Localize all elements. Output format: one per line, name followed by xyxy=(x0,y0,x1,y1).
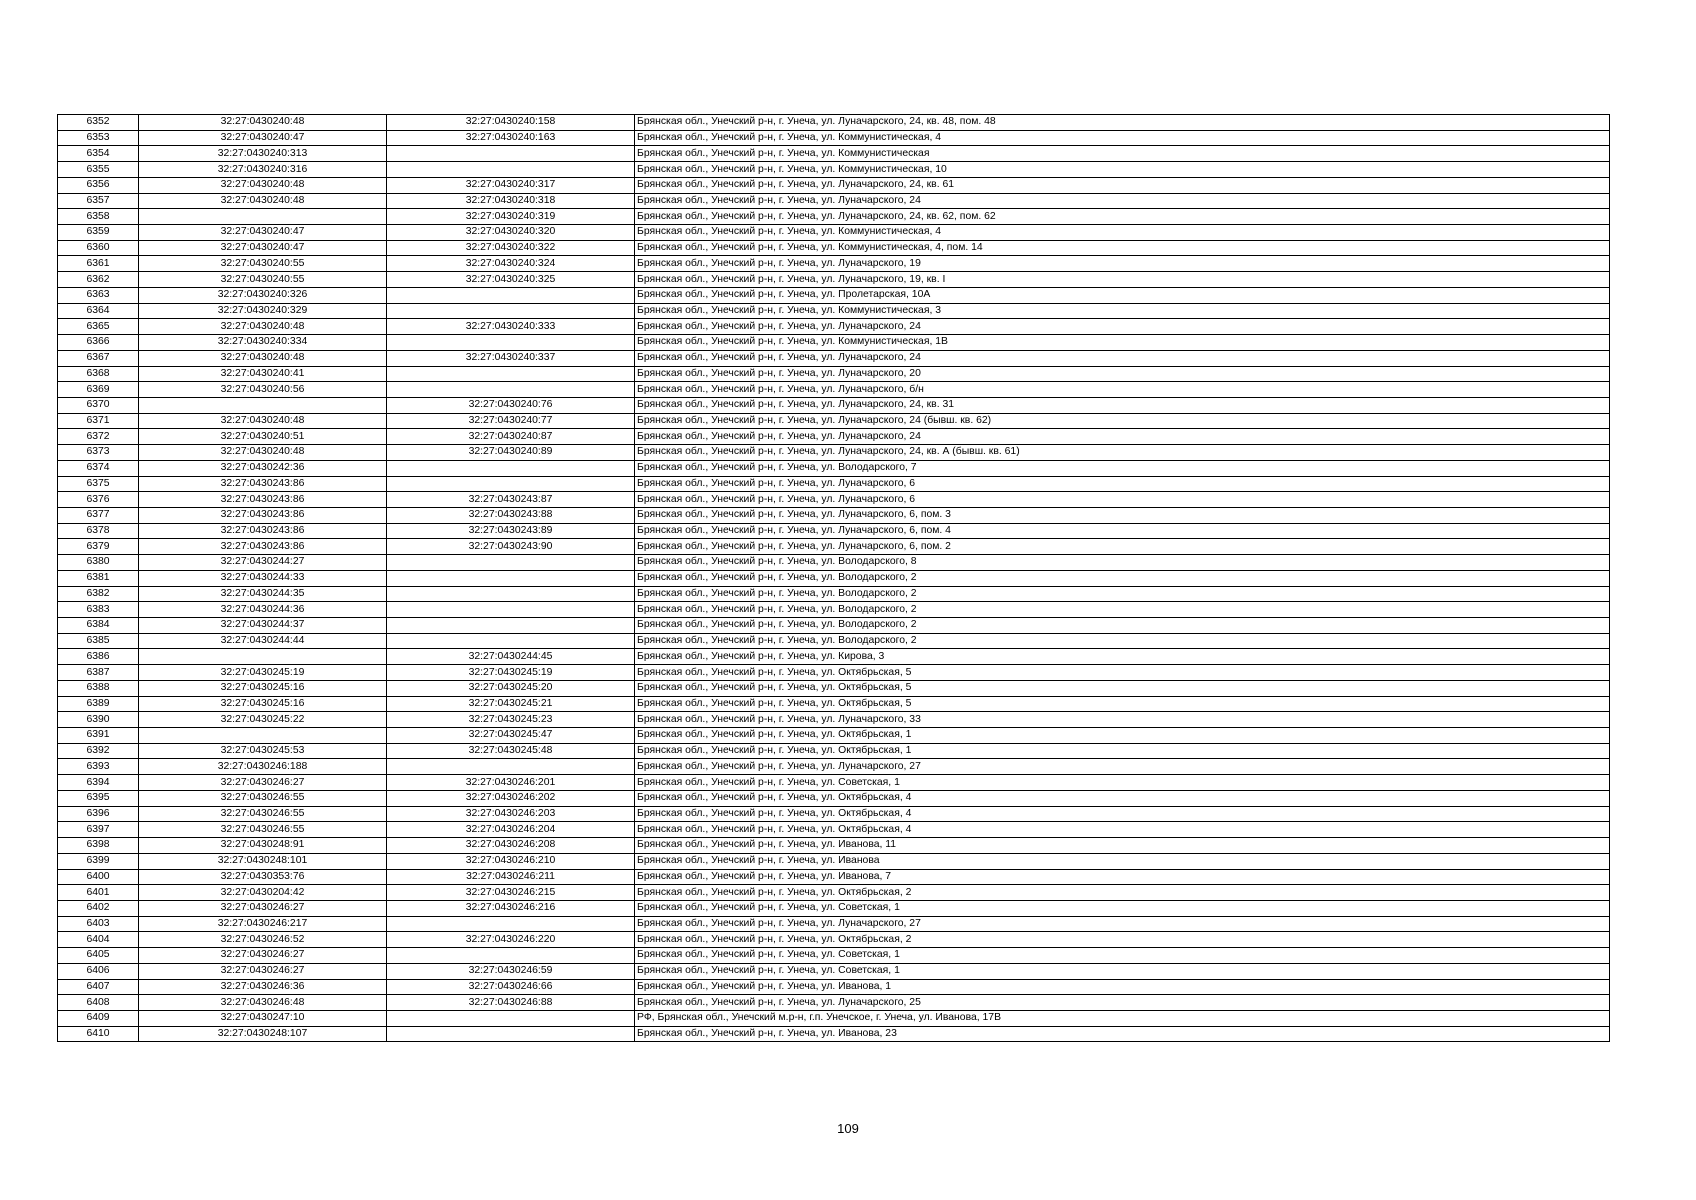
object-cadastral-number-cell: 32:27:0430246:203 xyxy=(387,806,635,822)
row-number-cell: 6410 xyxy=(58,1026,139,1042)
table-row xyxy=(58,743,1610,759)
table-row xyxy=(58,790,1610,806)
land-cadastral-number-cell: 32:27:0430244:33 xyxy=(139,570,387,586)
address-cell: Брянская обл., Унечский р-н, г. Унеча, ул. Иванова, 1 xyxy=(635,979,1610,995)
object-cadastral-number-cell: 32:27:0430246:66 xyxy=(387,979,635,995)
row-number-cell: 6381 xyxy=(58,570,139,586)
object-cadastral-number-cell xyxy=(387,948,635,964)
row-number-cell: 6375 xyxy=(58,476,139,492)
object-cadastral-number-cell: 32:27:0430240:337 xyxy=(387,350,635,366)
land-cadastral-number-cell: 32:27:0430243:86 xyxy=(139,492,387,508)
table-row xyxy=(58,806,1610,822)
table-row xyxy=(58,728,1610,744)
object-cadastral-number-cell xyxy=(387,382,635,398)
land-cadastral-number-cell: 32:27:0430240:51 xyxy=(139,429,387,445)
object-cadastral-number-cell xyxy=(387,555,635,571)
land-cadastral-number-cell: 32:27:0430245:19 xyxy=(139,665,387,681)
table-row xyxy=(58,382,1610,398)
table-row xyxy=(58,633,1610,649)
land-cadastral-number-cell: 32:27:0430245:16 xyxy=(139,680,387,696)
object-cadastral-number-cell xyxy=(387,1026,635,1042)
address-cell: Брянская обл., Унечский р-н, г. Унеча, ул. Иванова, 7 xyxy=(635,869,1610,885)
address-cell: Брянская обл., Унечский р-н, г. Унеча, ул. Советская, 1 xyxy=(635,963,1610,979)
land-cadastral-number-cell: 32:27:0430240:326 xyxy=(139,287,387,303)
object-cadastral-number-cell: 32:27:0430240:87 xyxy=(387,429,635,445)
object-cadastral-number-cell xyxy=(387,476,635,492)
row-number-cell: 6383 xyxy=(58,602,139,618)
row-number-cell: 6405 xyxy=(58,948,139,964)
table-row xyxy=(58,319,1610,335)
address-cell: Брянская обл., Унечский р-н, г. Унеча, ул. Луначарского, 24, кв. 48, пом. 48 xyxy=(635,115,1610,131)
row-number-cell: 6363 xyxy=(58,287,139,303)
address-cell: Брянская обл., Унечский р-н, г. Унеча, ул. Октябрьская, 5 xyxy=(635,696,1610,712)
table-row xyxy=(58,130,1610,146)
land-cadastral-number-cell: 32:27:0430240:47 xyxy=(139,225,387,241)
table-row xyxy=(58,759,1610,775)
table-row xyxy=(58,272,1610,288)
row-number-cell: 6389 xyxy=(58,696,139,712)
row-number-cell: 6353 xyxy=(58,130,139,146)
object-cadastral-number-cell: 32:27:0430246:201 xyxy=(387,775,635,791)
table-row xyxy=(58,555,1610,571)
address-cell: Брянская обл., Унечский р-н, г. Унеча, ул. Луначарского, 24 xyxy=(635,319,1610,335)
row-number-cell: 6398 xyxy=(58,838,139,854)
address-cell: Брянская обл., Унечский р-н, г. Унеча, ул. Луначарского, 24 xyxy=(635,193,1610,209)
address-cell: Брянская обл., Унечский р-н, г. Унеча, ул. Коммунистическая, 3 xyxy=(635,303,1610,319)
land-cadastral-number-cell: 32:27:0430248:101 xyxy=(139,853,387,869)
address-cell: Брянская обл., Унечский р-н, г. Унеча, ул. Луначарского, 33 xyxy=(635,712,1610,728)
address-cell: Брянская обл., Унечский р-н, г. Унеча, ул. Луначарского, 6 xyxy=(635,476,1610,492)
table-row xyxy=(58,712,1610,728)
object-cadastral-number-cell: 32:27:0430240:325 xyxy=(387,272,635,288)
address-cell: Брянская обл., Унечский р-н, г. Унеча, ул. Луначарского, 24, кв. А (бывш. кв. 61) xyxy=(635,445,1610,461)
table-row xyxy=(58,822,1610,838)
land-cadastral-number-cell: 32:27:0430246:48 xyxy=(139,995,387,1011)
row-number-cell: 6354 xyxy=(58,146,139,162)
land-cadastral-number-cell: 32:27:0430240:48 xyxy=(139,319,387,335)
row-number-cell: 6376 xyxy=(58,492,139,508)
land-cadastral-number-cell: 32:27:0430246:27 xyxy=(139,900,387,916)
address-cell: Брянская обл., Унечский р-н, г. Унеча, ул. Коммунистическая xyxy=(635,146,1610,162)
address-cell: Брянская обл., Унечский р-н, г. Унеча, ул. Луначарского, 6, пом. 4 xyxy=(635,523,1610,539)
object-cadastral-number-cell xyxy=(387,570,635,586)
table-row xyxy=(58,696,1610,712)
land-cadastral-number-cell: 32:27:0430243:86 xyxy=(139,539,387,555)
object-cadastral-number-cell xyxy=(387,146,635,162)
object-cadastral-number-cell xyxy=(387,287,635,303)
row-number-cell: 6367 xyxy=(58,350,139,366)
land-cadastral-number-cell: 32:27:0430246:188 xyxy=(139,759,387,775)
table-row xyxy=(58,948,1610,964)
land-cadastral-number-cell: 32:27:0430240:41 xyxy=(139,366,387,382)
object-cadastral-number-cell: 32:27:0430246:211 xyxy=(387,869,635,885)
address-cell: Брянская обл., Унечский р-н, г. Унеча, ул. Луначарского, б/н xyxy=(635,382,1610,398)
row-number-cell: 6373 xyxy=(58,445,139,461)
address-cell: Брянская обл., Унечский р-н, г. Унеча, ул. Иванова, 11 xyxy=(635,838,1610,854)
object-cadastral-number-cell: 32:27:0430240:158 xyxy=(387,115,635,131)
row-number-cell: 6394 xyxy=(58,775,139,791)
object-cadastral-number-cell: 32:27:0430246:210 xyxy=(387,853,635,869)
address-cell: Брянская обл., Унечский р-н, г. Унеча, ул. Луначарского, 24 xyxy=(635,350,1610,366)
row-number-cell: 6393 xyxy=(58,759,139,775)
row-number-cell: 6378 xyxy=(58,523,139,539)
object-cadastral-number-cell xyxy=(387,366,635,382)
object-cadastral-number-cell: 32:27:0430243:87 xyxy=(387,492,635,508)
row-number-cell: 6361 xyxy=(58,256,139,272)
table-row xyxy=(58,507,1610,523)
table-row xyxy=(58,209,1610,225)
address-cell: Брянская обл., Унечский р-н, г. Унеча, ул. Октябрьская, 2 xyxy=(635,932,1610,948)
object-cadastral-number-cell xyxy=(387,602,635,618)
object-cadastral-number-cell: 32:27:0430245:47 xyxy=(387,728,635,744)
address-cell: Брянская обл., Унечский р-н, г. Унеча, ул. Володарского, 7 xyxy=(635,460,1610,476)
row-number-cell: 6374 xyxy=(58,460,139,476)
land-cadastral-number-cell: 32:27:0430246:36 xyxy=(139,979,387,995)
table-row xyxy=(58,853,1610,869)
row-number-cell: 6403 xyxy=(58,916,139,932)
row-number-cell: 6396 xyxy=(58,806,139,822)
object-cadastral-number-cell xyxy=(387,586,635,602)
table-row xyxy=(58,649,1610,665)
land-cadastral-number-cell: 32:27:0430240:48 xyxy=(139,445,387,461)
land-cadastral-number-cell xyxy=(139,397,387,413)
land-cadastral-number-cell xyxy=(139,209,387,225)
land-cadastral-number-cell: 32:27:0430244:35 xyxy=(139,586,387,602)
address-cell: Брянская обл., Унечский р-н, г. Унеча, ул. Луначарского, 24, кв. 31 xyxy=(635,397,1610,413)
table-row xyxy=(58,885,1610,901)
object-cadastral-number-cell xyxy=(387,162,635,178)
registry-table xyxy=(57,114,1610,1042)
address-cell: Брянская обл., Унечский р-н, г. Унеча, ул. Кирова, 3 xyxy=(635,649,1610,665)
land-cadastral-number-cell: 32:27:0430245:53 xyxy=(139,743,387,759)
object-cadastral-number-cell: 32:27:0430245:19 xyxy=(387,665,635,681)
address-cell: Брянская обл., Унечский р-н, г. Унеча, ул. Коммунистическая, 1В xyxy=(635,335,1610,351)
row-number-cell: 6387 xyxy=(58,665,139,681)
land-cadastral-number-cell: 32:27:0430240:48 xyxy=(139,413,387,429)
land-cadastral-number-cell: 32:27:0430246:55 xyxy=(139,822,387,838)
object-cadastral-number-cell: 32:27:0430240:333 xyxy=(387,319,635,335)
object-cadastral-number-cell: 32:27:0430240:89 xyxy=(387,445,635,461)
table-row xyxy=(58,162,1610,178)
table-row xyxy=(58,869,1610,885)
row-number-cell: 6370 xyxy=(58,397,139,413)
row-number-cell: 6380 xyxy=(58,555,139,571)
land-cadastral-number-cell: 32:27:0430353:76 xyxy=(139,869,387,885)
object-cadastral-number-cell: 32:27:0430240:318 xyxy=(387,193,635,209)
row-number-cell: 6395 xyxy=(58,790,139,806)
table-row xyxy=(58,979,1610,995)
land-cadastral-number-cell: 32:27:0430244:44 xyxy=(139,633,387,649)
address-cell: Брянская обл., Унечский р-н, г. Унеча, ул. Луначарского, 6, пом. 2 xyxy=(635,539,1610,555)
land-cadastral-number-cell: 32:27:0430242:36 xyxy=(139,460,387,476)
table-row xyxy=(58,1026,1610,1042)
row-number-cell: 6382 xyxy=(58,586,139,602)
address-cell: Брянская обл., Унечский р-н, г. Унеча, ул. Луначарского, 19 xyxy=(635,256,1610,272)
row-number-cell: 6397 xyxy=(58,822,139,838)
land-cadastral-number-cell: 32:27:0430240:47 xyxy=(139,130,387,146)
table-row xyxy=(58,586,1610,602)
table-row xyxy=(58,665,1610,681)
table-row xyxy=(58,680,1610,696)
address-cell: Брянская обл., Унечский р-н, г. Унеча, ул. Луначарского, 20 xyxy=(635,366,1610,382)
table-row xyxy=(58,963,1610,979)
object-cadastral-number-cell xyxy=(387,633,635,649)
row-number-cell: 6384 xyxy=(58,618,139,634)
object-cadastral-number-cell xyxy=(387,1010,635,1026)
land-cadastral-number-cell: 32:27:0430244:37 xyxy=(139,618,387,634)
table-row xyxy=(58,413,1610,429)
address-cell: Брянская обл., Унечский р-н, г. Унеча, ул. Октябрьская, 1 xyxy=(635,743,1610,759)
address-cell: Брянская обл., Унечский р-н, г. Унеча, ул. Луначарского, 6, пом. 3 xyxy=(635,507,1610,523)
object-cadastral-number-cell: 32:27:0430245:20 xyxy=(387,680,635,696)
address-cell: Брянская обл., Унечский р-н, г. Унеча, ул. Октябрьская, 1 xyxy=(635,728,1610,744)
table-row xyxy=(58,523,1610,539)
land-cadastral-number-cell: 32:27:0430240:48 xyxy=(139,350,387,366)
table-row xyxy=(58,995,1610,1011)
row-number-cell: 6392 xyxy=(58,743,139,759)
land-cadastral-number-cell: 32:27:0430240:313 xyxy=(139,146,387,162)
land-cadastral-number-cell: 32:27:0430240:56 xyxy=(139,382,387,398)
table-row xyxy=(58,397,1610,413)
address-cell: Брянская обл., Унечский р-н, г. Унеча, ул. Володарского, 2 xyxy=(635,586,1610,602)
address-cell: Брянская обл., Унечский р-н, г. Унеча, ул. Луначарского, 24, кв. 62, пом. 62 xyxy=(635,209,1610,225)
land-cadastral-number-cell: 32:27:0430244:36 xyxy=(139,602,387,618)
object-cadastral-number-cell: 32:27:0430246:215 xyxy=(387,885,635,901)
table-row xyxy=(58,287,1610,303)
object-cadastral-number-cell: 32:27:0430244:45 xyxy=(387,649,635,665)
table-row xyxy=(58,602,1610,618)
row-number-cell: 6400 xyxy=(58,869,139,885)
table-row xyxy=(58,775,1610,791)
object-cadastral-number-cell: 32:27:0430240:77 xyxy=(387,413,635,429)
table-row xyxy=(58,900,1610,916)
land-cadastral-number-cell: 32:27:0430247:10 xyxy=(139,1010,387,1026)
page-number: 109 xyxy=(837,1121,859,1136)
table-row xyxy=(58,460,1610,476)
address-cell: Брянская обл., Унечский р-н, г. Унеча, ул. Луначарского, 24 xyxy=(635,429,1610,445)
object-cadastral-number-cell: 32:27:0430240:317 xyxy=(387,177,635,193)
object-cadastral-number-cell: 32:27:0430246:220 xyxy=(387,932,635,948)
table-row xyxy=(58,1010,1610,1026)
row-number-cell: 6362 xyxy=(58,272,139,288)
address-cell: Брянская обл., Унечский р-н, г. Унеча, ул. Советская, 1 xyxy=(635,900,1610,916)
land-cadastral-number-cell: 32:27:0430204:42 xyxy=(139,885,387,901)
row-number-cell: 6407 xyxy=(58,979,139,995)
row-number-cell: 6408 xyxy=(58,995,139,1011)
table-row xyxy=(58,476,1610,492)
row-number-cell: 6355 xyxy=(58,162,139,178)
row-number-cell: 6359 xyxy=(58,225,139,241)
table-row xyxy=(58,445,1610,461)
land-cadastral-number-cell: 32:27:0430245:16 xyxy=(139,696,387,712)
table-row xyxy=(58,193,1610,209)
row-number-cell: 6409 xyxy=(58,1010,139,1026)
address-cell: Брянская обл., Унечский р-н, г. Унеча, ул. Пролетарская, 10А xyxy=(635,287,1610,303)
address-cell: Брянская обл., Унечский р-н, г. Унеча, ул. Советская, 1 xyxy=(635,948,1610,964)
row-number-cell: 6401 xyxy=(58,885,139,901)
address-cell: Брянская обл., Унечский р-н, г. Унеча, ул. Луначарского, 24 (бывш. кв. 62) xyxy=(635,413,1610,429)
address-cell: Брянская обл., Унечский р-н, г. Унеча, ул. Володарского, 2 xyxy=(635,633,1610,649)
row-number-cell: 6385 xyxy=(58,633,139,649)
address-cell: Брянская обл., Унечский р-н, г. Унеча, ул. Луначарского, 19, кв. I xyxy=(635,272,1610,288)
object-cadastral-number-cell xyxy=(387,303,635,319)
address-cell: Брянская обл., Унечский р-н, г. Унеча, ул. Луначарского, 6 xyxy=(635,492,1610,508)
land-cadastral-number-cell: 32:27:0430240:55 xyxy=(139,256,387,272)
table-row xyxy=(58,932,1610,948)
address-cell: Брянская обл., Унечский р-н, г. Унеча, ул. Октябрьская, 4 xyxy=(635,822,1610,838)
land-cadastral-number-cell: 32:27:0430243:86 xyxy=(139,523,387,539)
row-number-cell: 6390 xyxy=(58,712,139,728)
land-cadastral-number-cell: 32:27:0430240:48 xyxy=(139,177,387,193)
land-cadastral-number-cell xyxy=(139,649,387,665)
land-cadastral-number-cell: 32:27:0430240:48 xyxy=(139,115,387,131)
row-number-cell: 6366 xyxy=(58,335,139,351)
land-cadastral-number-cell: 32:27:0430243:86 xyxy=(139,476,387,492)
land-cadastral-number-cell: 32:27:0430243:86 xyxy=(139,507,387,523)
object-cadastral-number-cell: 32:27:0430240:319 xyxy=(387,209,635,225)
row-number-cell: 6352 xyxy=(58,115,139,131)
row-number-cell: 6368 xyxy=(58,366,139,382)
address-cell: Брянская обл., Унечский р-н, г. Унеча, ул. Володарского, 2 xyxy=(635,618,1610,634)
table-row xyxy=(58,115,1610,131)
address-cell: Брянская обл., Унечский р-н, г. Унеча, ул. Коммунистическая, 10 xyxy=(635,162,1610,178)
row-number-cell: 6364 xyxy=(58,303,139,319)
row-number-cell: 6358 xyxy=(58,209,139,225)
land-cadastral-number-cell: 32:27:0430240:329 xyxy=(139,303,387,319)
address-cell: Брянская обл., Унечский р-н, г. Унеча, ул. Коммунистическая, 4 xyxy=(635,130,1610,146)
land-cadastral-number-cell: 32:27:0430248:107 xyxy=(139,1026,387,1042)
row-number-cell: 6404 xyxy=(58,932,139,948)
land-cadastral-number-cell: 32:27:0430246:27 xyxy=(139,775,387,791)
registry-table-body xyxy=(58,115,1610,1042)
object-cadastral-number-cell: 32:27:0430245:23 xyxy=(387,712,635,728)
address-cell: Брянская обл., Унечский р-н, г. Унеча, ул. Коммунистическая, 4, пом. 14 xyxy=(635,240,1610,256)
land-cadastral-number-cell: 32:27:0430246:27 xyxy=(139,963,387,979)
table-row xyxy=(58,492,1610,508)
land-cadastral-number-cell: 32:27:0430246:217 xyxy=(139,916,387,932)
address-cell: Брянская обл., Унечский р-н, г. Унеча, ул. Володарского, 2 xyxy=(635,602,1610,618)
row-number-cell: 6406 xyxy=(58,963,139,979)
object-cadastral-number-cell: 32:27:0430240:322 xyxy=(387,240,635,256)
table-row xyxy=(58,570,1610,586)
object-cadastral-number-cell: 32:27:0430243:90 xyxy=(387,539,635,555)
object-cadastral-number-cell: 32:27:0430243:88 xyxy=(387,507,635,523)
land-cadastral-number-cell: 32:27:0430240:48 xyxy=(139,193,387,209)
table-row xyxy=(58,916,1610,932)
land-cadastral-number-cell: 32:27:0430244:27 xyxy=(139,555,387,571)
object-cadastral-number-cell: 32:27:0430240:163 xyxy=(387,130,635,146)
land-cadastral-number-cell: 32:27:0430246:55 xyxy=(139,806,387,822)
address-cell: Брянская обл., Унечский р-н, г. Унеча, ул. Иванова xyxy=(635,853,1610,869)
address-cell: Брянская обл., Унечский р-н, г. Унеча, ул. Октябрьская, 5 xyxy=(635,680,1610,696)
table-row xyxy=(58,350,1610,366)
table-row xyxy=(58,256,1610,272)
object-cadastral-number-cell: 32:27:0430246:88 xyxy=(387,995,635,1011)
land-cadastral-number-cell: 32:27:0430240:47 xyxy=(139,240,387,256)
row-number-cell: 6372 xyxy=(58,429,139,445)
table-row xyxy=(58,146,1610,162)
row-number-cell: 6369 xyxy=(58,382,139,398)
address-cell: Брянская обл., Унечский р-н, г. Унеча, ул. Иванова, 23 xyxy=(635,1026,1610,1042)
land-cadastral-number-cell: 32:27:0430240:334 xyxy=(139,335,387,351)
object-cadastral-number-cell xyxy=(387,916,635,932)
object-cadastral-number-cell: 32:27:0430243:89 xyxy=(387,523,635,539)
address-cell: Брянская обл., Унечский р-н, г. Унеча, ул. Луначарского, 24, кв. 61 xyxy=(635,177,1610,193)
object-cadastral-number-cell: 32:27:0430240:320 xyxy=(387,225,635,241)
object-cadastral-number-cell: 32:27:0430245:48 xyxy=(387,743,635,759)
object-cadastral-number-cell: 32:27:0430245:21 xyxy=(387,696,635,712)
table-row xyxy=(58,618,1610,634)
address-cell: Брянская обл., Унечский р-н, г. Унеча, ул. Октябрьская, 5 xyxy=(635,665,1610,681)
address-cell: Брянская обл., Унечский р-н, г. Унеча, ул. Советская, 1 xyxy=(635,775,1610,791)
land-cadastral-number-cell xyxy=(139,728,387,744)
object-cadastral-number-cell: 32:27:0430240:324 xyxy=(387,256,635,272)
land-cadastral-number-cell: 32:27:0430245:22 xyxy=(139,712,387,728)
table-row xyxy=(58,225,1610,241)
table-row xyxy=(58,335,1610,351)
row-number-cell: 6391 xyxy=(58,728,139,744)
row-number-cell: 6402 xyxy=(58,900,139,916)
table-row xyxy=(58,366,1610,382)
table-row xyxy=(58,838,1610,854)
land-cadastral-number-cell: 32:27:0430240:316 xyxy=(139,162,387,178)
row-number-cell: 6360 xyxy=(58,240,139,256)
land-cadastral-number-cell: 32:27:0430246:52 xyxy=(139,932,387,948)
address-cell: Брянская обл., Унечский р-н, г. Унеча, ул. Володарского, 8 xyxy=(635,555,1610,571)
row-number-cell: 6388 xyxy=(58,680,139,696)
address-cell: Брянская обл., Унечский р-н, г. Унеча, ул. Луначарского, 25 xyxy=(635,995,1610,1011)
address-cell: Брянская обл., Унечский р-н, г. Унеча, ул. Луначарского, 27 xyxy=(635,916,1610,932)
object-cadastral-number-cell: 32:27:0430246:204 xyxy=(387,822,635,838)
row-number-cell: 6356 xyxy=(58,177,139,193)
address-cell: Брянская обл., Унечский р-н, г. Унеча, ул. Октябрьская, 4 xyxy=(635,806,1610,822)
table-row xyxy=(58,240,1610,256)
address-cell: РФ, Брянская обл., Унечский м.р-н, г.п. Унечское, г. Унеча, ул. Иванова, 17В xyxy=(635,1010,1610,1026)
object-cadastral-number-cell xyxy=(387,460,635,476)
object-cadastral-number-cell xyxy=(387,335,635,351)
object-cadastral-number-cell: 32:27:0430246:216 xyxy=(387,900,635,916)
row-number-cell: 6386 xyxy=(58,649,139,665)
object-cadastral-number-cell: 32:27:0430246:59 xyxy=(387,963,635,979)
row-number-cell: 6399 xyxy=(58,853,139,869)
row-number-cell: 6379 xyxy=(58,539,139,555)
address-cell: Брянская обл., Унечский р-н, г. Унеча, ул. Коммунистическая, 4 xyxy=(635,225,1610,241)
object-cadastral-number-cell xyxy=(387,759,635,775)
row-number-cell: 6371 xyxy=(58,413,139,429)
land-cadastral-number-cell: 32:27:0430240:55 xyxy=(139,272,387,288)
address-cell: Брянская обл., Унечский р-н, г. Унеча, ул. Луначарского, 27 xyxy=(635,759,1610,775)
table-row xyxy=(58,539,1610,555)
table-row xyxy=(58,303,1610,319)
row-number-cell: 6357 xyxy=(58,193,139,209)
table-row xyxy=(58,429,1610,445)
object-cadastral-number-cell xyxy=(387,618,635,634)
address-cell: Брянская обл., Унечский р-н, г. Унеча, ул. Володарского, 2 xyxy=(635,570,1610,586)
table-row xyxy=(58,177,1610,193)
address-cell: Брянская обл., Унечский р-н, г. Унеча, ул. Октябрьская, 4 xyxy=(635,790,1610,806)
land-cadastral-number-cell: 32:27:0430246:27 xyxy=(139,948,387,964)
land-cadastral-number-cell: 32:27:0430248:91 xyxy=(139,838,387,854)
row-number-cell: 6377 xyxy=(58,507,139,523)
object-cadastral-number-cell: 32:27:0430240:76 xyxy=(387,397,635,413)
address-cell: Брянская обл., Унечский р-н, г. Унеча, ул. Октябрьская, 2 xyxy=(635,885,1610,901)
row-number-cell: 6365 xyxy=(58,319,139,335)
land-cadastral-number-cell: 32:27:0430246:55 xyxy=(139,790,387,806)
object-cadastral-number-cell: 32:27:0430246:202 xyxy=(387,790,635,806)
object-cadastral-number-cell: 32:27:0430246:208 xyxy=(387,838,635,854)
